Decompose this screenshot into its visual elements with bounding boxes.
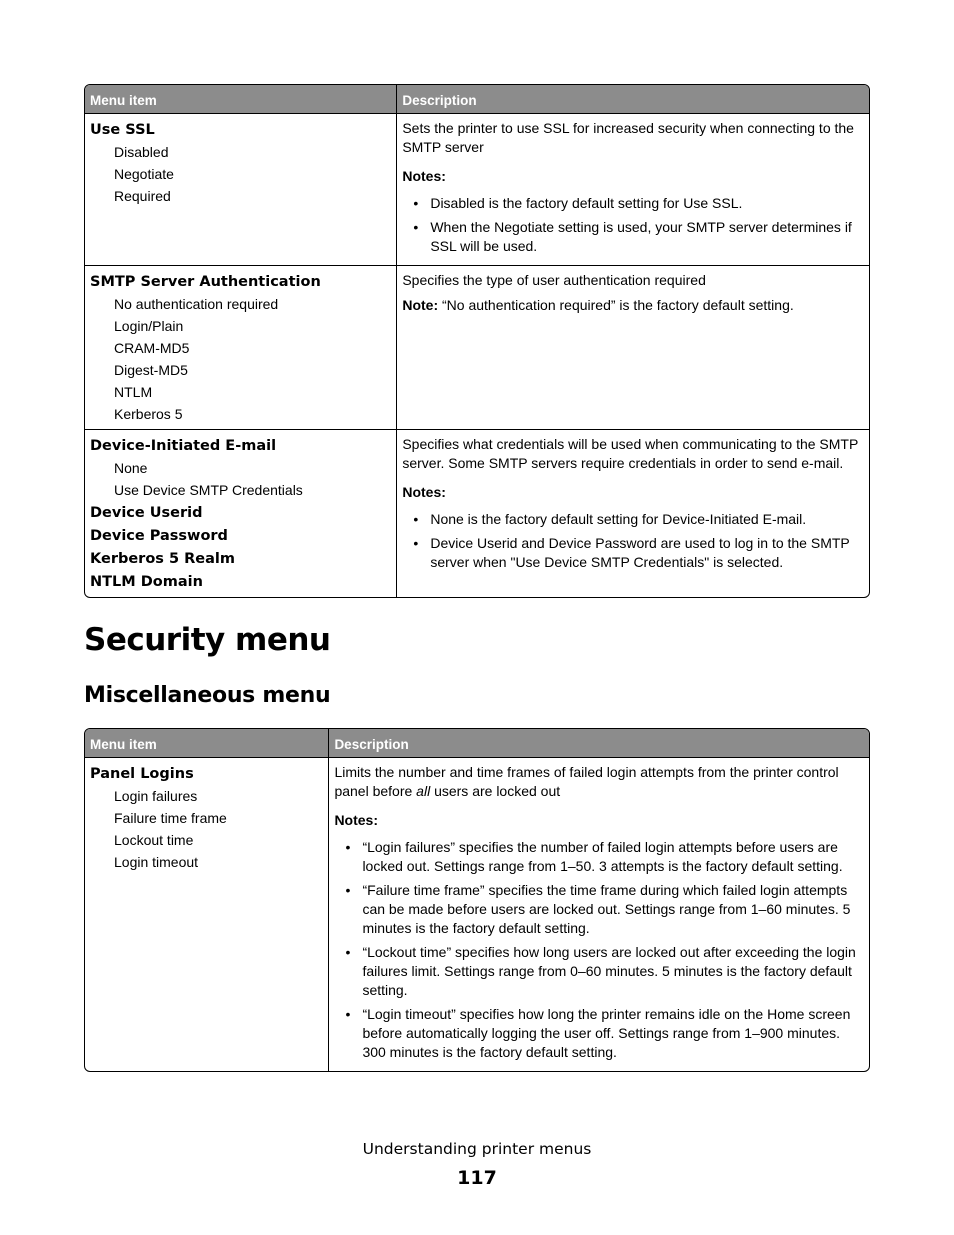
page-number: 117 bbox=[457, 1167, 497, 1189]
note-text: “Failure time frame” specifies the time frame during which failed login attempts can be made before users are locked out. Settings range from 1–60 minutes. 5 minutes is the factory default setting. bbox=[362, 882, 851, 936]
bullet-icon: • bbox=[413, 195, 419, 211]
notes-label: Notes: bbox=[334, 812, 378, 828]
note-item bbox=[334, 881, 864, 938]
note-text: “Lockout time” specifies how long users are locked out after exceeding the login failures limit. Settings range from 0–60 minutes. 5 minutes is the factory default setting. bbox=[362, 944, 856, 998]
menu-item-cell bbox=[85, 758, 328, 1071]
menu-item-title: SMTP Server Authentication bbox=[90, 274, 321, 290]
menu-option: Required bbox=[114, 188, 171, 204]
menu-option: Login timeout bbox=[114, 854, 199, 870]
menu-item-title: Use SSL bbox=[90, 122, 155, 138]
menu-item-header: Menu item bbox=[85, 85, 396, 114]
menu-item-cell bbox=[85, 114, 396, 265]
menu-item-cell bbox=[85, 265, 396, 429]
description-cell bbox=[396, 429, 869, 597]
menu-item-title: Device-Initiated E-mail bbox=[90, 438, 277, 454]
note-text: None is the factory default setting for Device-Initiated E-mail. bbox=[430, 511, 807, 527]
note-item bbox=[334, 1005, 864, 1062]
description-cell bbox=[396, 114, 869, 265]
note-item bbox=[402, 194, 864, 213]
note-text: When the Negotiate setting is used, your SMTP server determines if SSL will be used. bbox=[430, 219, 852, 254]
table-row bbox=[85, 758, 869, 1071]
menu-option: Digest-MD5 bbox=[114, 362, 188, 378]
note-item bbox=[402, 218, 864, 256]
notes-label: Notes: bbox=[402, 484, 446, 500]
note-text: Device Userid and Device Password are used to log in to the SMTP server when "Use Device SMTP Credentials" is selected. bbox=[430, 535, 850, 570]
notes-label: Notes: bbox=[402, 168, 446, 184]
notes-list bbox=[334, 838, 864, 1062]
menu-item-title: NTLM Domain bbox=[90, 574, 203, 590]
menu-item-title: Panel Logins bbox=[90, 766, 194, 782]
menu-option: No authentication required bbox=[114, 296, 279, 312]
menu-item-cell bbox=[85, 429, 396, 597]
menu-option: Kerberos 5 bbox=[114, 406, 183, 422]
note-item bbox=[402, 534, 864, 572]
menu-item-title: Device Userid bbox=[90, 505, 203, 521]
note-text: “No authentication required” is the factory default setting. bbox=[442, 297, 794, 313]
description-text: Specifies what credentials will be used when communicating to the SMTP server. Some SMTP servers require credentials in order to send e-mail. bbox=[402, 436, 859, 471]
description-text-end: users are locked out bbox=[430, 783, 561, 799]
description-header: Description bbox=[328, 729, 869, 758]
bullet-icon: • bbox=[413, 219, 419, 235]
bullet-icon: • bbox=[345, 882, 351, 898]
bullet-icon: • bbox=[413, 511, 419, 527]
section-title: Security menu bbox=[84, 622, 331, 658]
menu-option: Negotiate bbox=[114, 166, 174, 182]
menu-option: Login/Plain bbox=[114, 318, 184, 334]
smtp-settings-table bbox=[84, 84, 870, 598]
menu-item-title: Device Password bbox=[90, 528, 228, 544]
menu-option: Use Device SMTP Credentials bbox=[114, 482, 303, 498]
menu-option: CRAM-MD5 bbox=[114, 340, 190, 356]
table-row bbox=[85, 429, 869, 597]
bullet-icon: • bbox=[345, 1006, 351, 1022]
note-text: “Login failures” specifies the number of failed login attempts before users are locked out. Settings range from 1–50. 3 attempts is the factory default setting. bbox=[362, 839, 843, 874]
subsection-title: Miscellaneous menu bbox=[84, 683, 331, 708]
bullet-icon: • bbox=[413, 535, 419, 551]
menu-option: Lockout time bbox=[114, 832, 194, 848]
description-text-start: Limits the number and time frames of failed login attempts from the printer control panel before bbox=[334, 764, 839, 799]
description-text: Specifies the type of user authentication required bbox=[402, 272, 706, 288]
bullet-icon: • bbox=[345, 944, 351, 960]
description-text: Sets the printer to use SSL for increased security when connecting to the SMTP server bbox=[402, 120, 854, 155]
menu-option: None bbox=[114, 460, 148, 476]
note-text: “Login timeout” specifies how long the printer remains idle on the Home screen before automatically logging the user off. Settings range from 1–900 minutes. 300 minutes is the factory default setting. bbox=[362, 1006, 851, 1060]
table-row bbox=[85, 265, 869, 429]
description-cell bbox=[328, 758, 869, 1071]
misc-menu-table bbox=[84, 728, 870, 1072]
table-row bbox=[85, 114, 869, 265]
menu-item-header: Menu item bbox=[85, 729, 328, 758]
note-item bbox=[334, 943, 864, 1000]
note-text: Disabled is the factory default setting for Use SSL. bbox=[430, 195, 743, 211]
note-item bbox=[402, 510, 864, 529]
notes-list bbox=[402, 194, 864, 256]
note-line bbox=[402, 296, 864, 315]
note-item bbox=[334, 838, 864, 876]
menu-option: Failure time frame bbox=[114, 810, 227, 826]
description-header: Description bbox=[396, 85, 869, 114]
menu-item-title: Kerberos 5 Realm bbox=[90, 551, 235, 567]
notes-list bbox=[402, 510, 864, 572]
description-text bbox=[334, 763, 864, 801]
menu-option: NTLM bbox=[114, 384, 153, 400]
menu-option: Disabled bbox=[114, 144, 169, 160]
footer-section-title: Understanding printer menus bbox=[362, 1140, 592, 1158]
description-cell bbox=[396, 265, 869, 429]
note-label: Note: bbox=[402, 297, 439, 313]
description-emphasis: all bbox=[416, 783, 431, 799]
menu-option: Login failures bbox=[114, 788, 198, 804]
bullet-icon: • bbox=[345, 839, 351, 855]
